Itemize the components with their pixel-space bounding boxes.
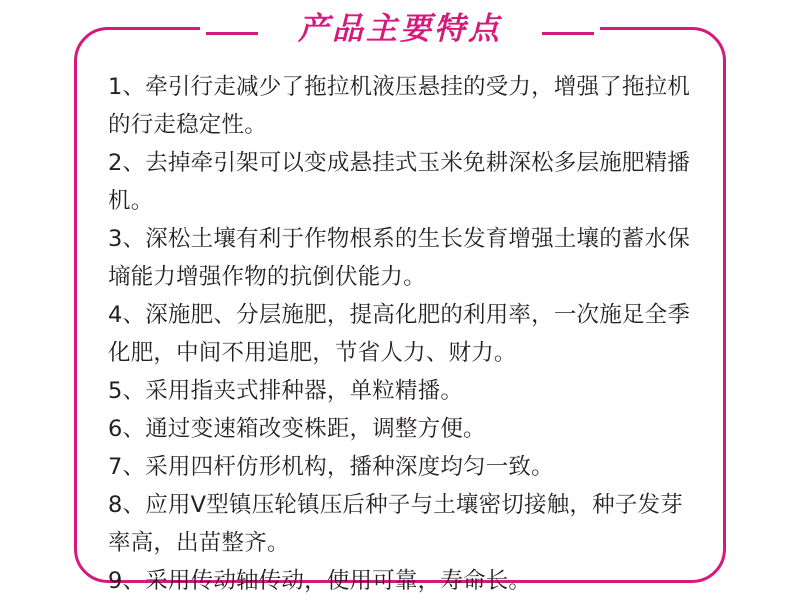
list-item: 5、采用指夹式排种器，单粒精播。 xyxy=(108,378,464,404)
list-item: 4、深施肥、分层施肥，提高化肥的利用率，一次施足全季化肥，中间不用追肥，节省人力、财力。 xyxy=(108,302,691,366)
list-item: 2、去掉牵引架可以变成悬挂式玉米免耕深松多层施肥精播机。 xyxy=(108,150,691,214)
list-item: 7、采用四杆仿形机构，播种深度均匀一致。 xyxy=(108,454,554,480)
list-item: 1、牵引行走减少了拖拉机液压悬挂的受力，增强了拖拉机的行走稳定性。 xyxy=(108,74,691,138)
feature-list xyxy=(108,68,696,600)
list-item: 6、通过变速箱改变株距，调整方便。 xyxy=(108,416,486,442)
list-item: 9、采用传动轴传动，使用可靠，寿命长。 xyxy=(108,568,532,594)
page-title: 产品主要特点 xyxy=(298,11,502,47)
list-item: 8、应用V型镇压轮镇压后种子与土壤密切接触，种子发芽率高，出苗整齐。 xyxy=(108,492,683,556)
list-item: 3、深松土壤有利于作物根系的生长发育增强土壤的蓄水保墒能力增强作物的抗倒伏能力。 xyxy=(108,226,691,290)
